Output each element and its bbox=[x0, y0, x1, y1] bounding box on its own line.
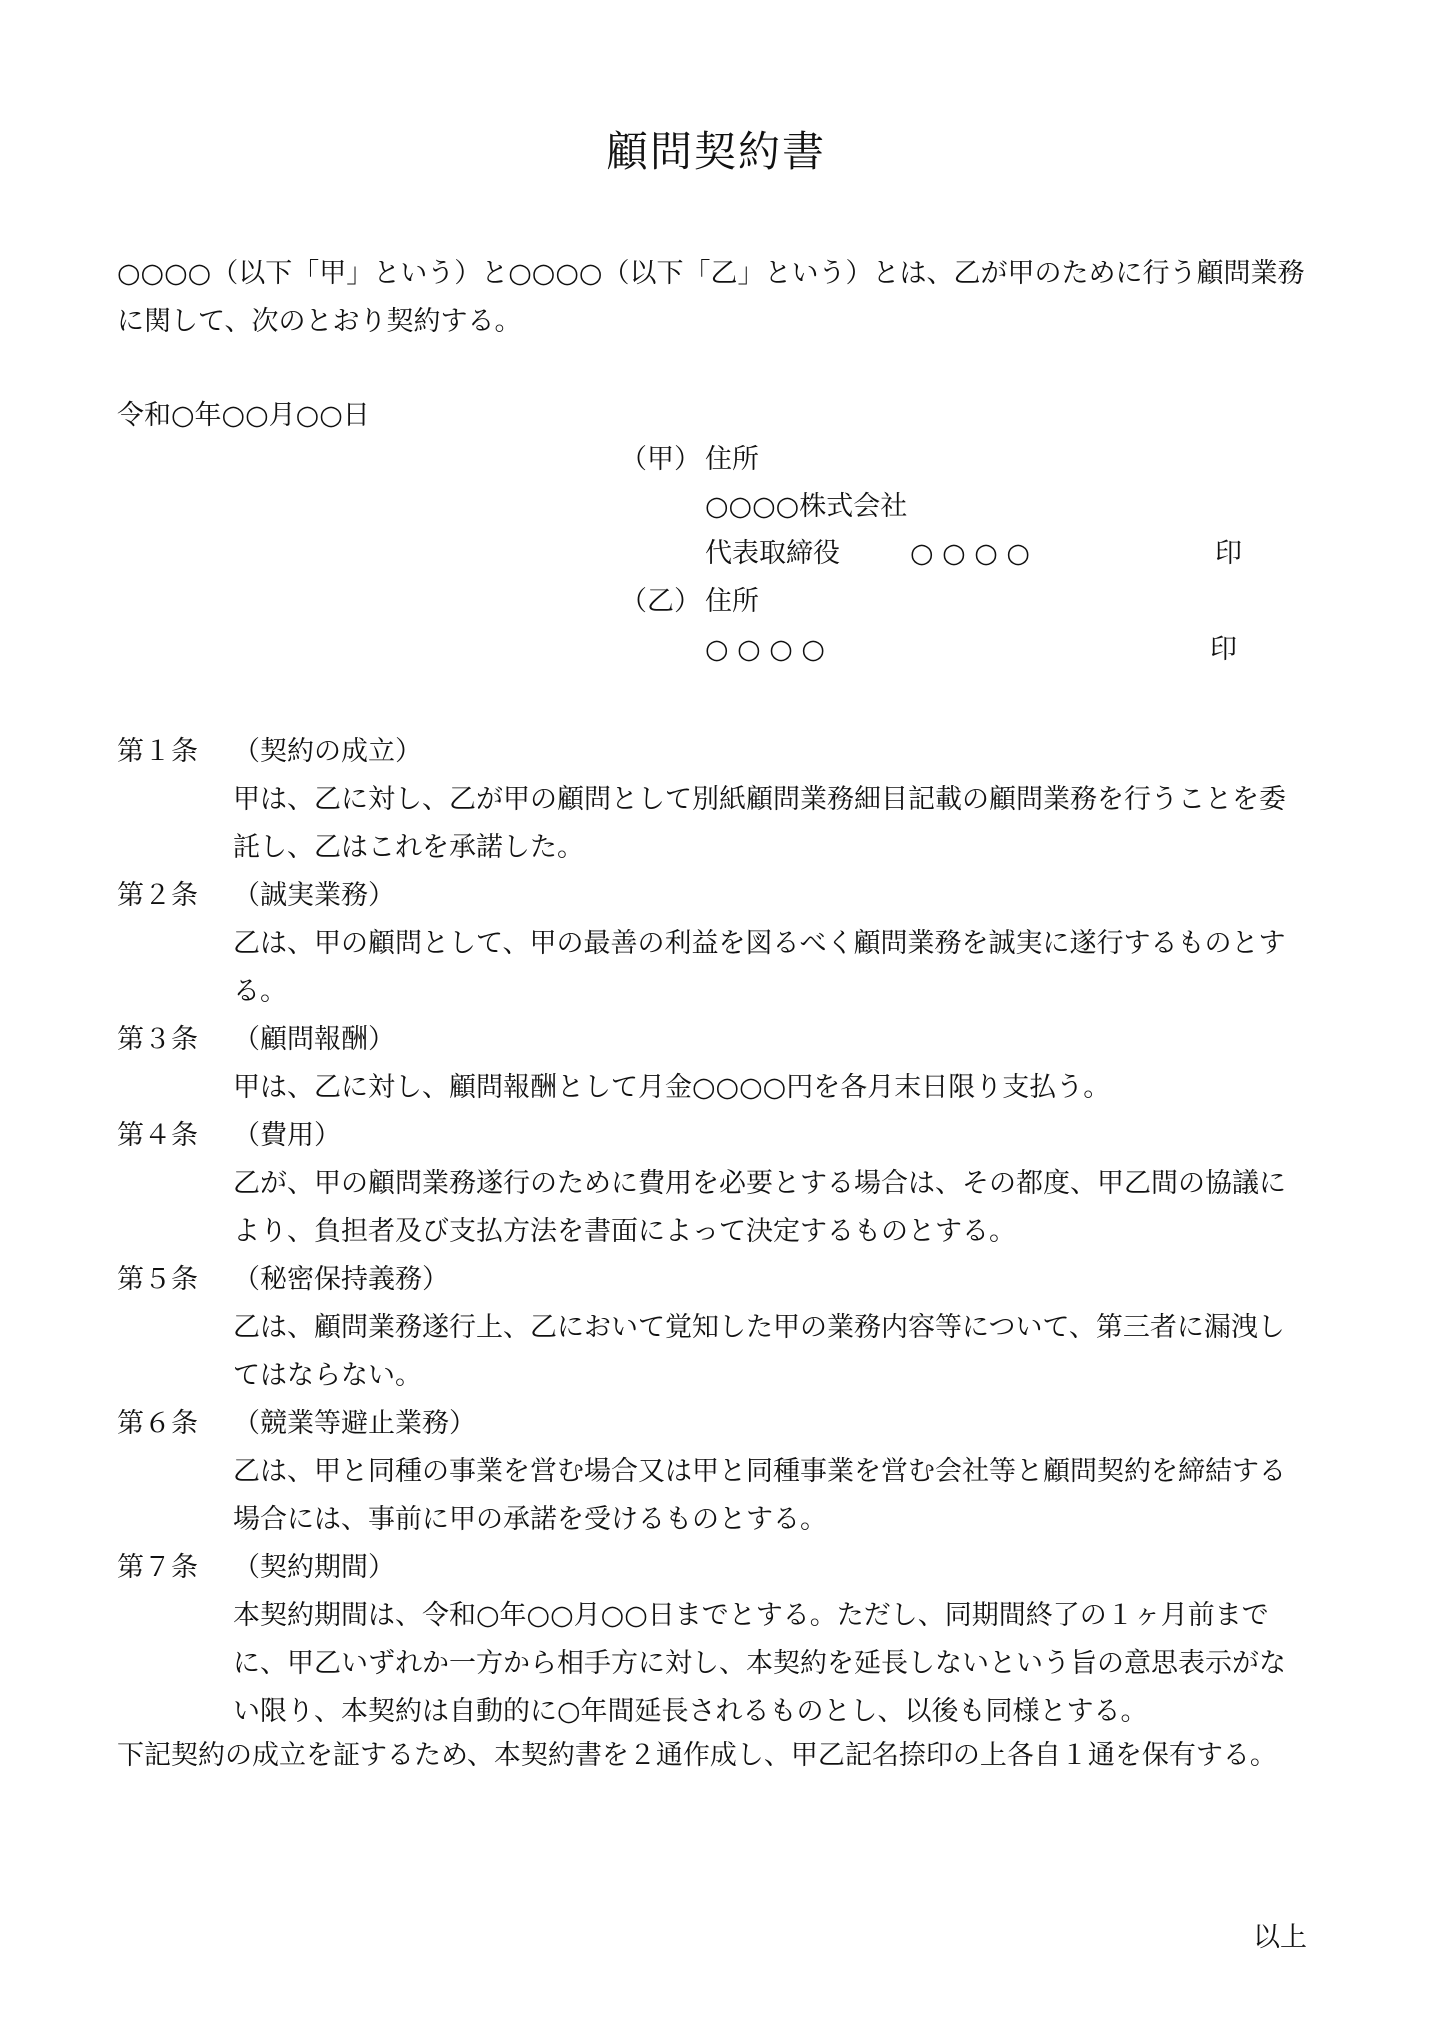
article-title: （費用） bbox=[233, 1120, 341, 1151]
document-title: 顧問契約書 bbox=[605, 127, 826, 176]
article-number: 第２条 bbox=[117, 880, 198, 911]
article-title: （契約の成立） bbox=[233, 736, 422, 767]
article-body: 乙は、甲と同種の事業を営む場合又は甲と同種事業を営む会社等と顧問契約を締結する場合には、事前に甲の承諾を受けるものとする。 bbox=[233, 1456, 1286, 1535]
article-heading bbox=[117, 872, 395, 920]
article-title: （契約期間） bbox=[233, 1552, 395, 1583]
party-a-rep-name: ○ ○ ○ ○ bbox=[910, 538, 1030, 569]
article-body: 乙は、甲の顧問として、甲の最善の利益を図るべく顧問業務を誠実に遂行するものとする。 bbox=[233, 928, 1286, 1007]
article-heading bbox=[117, 1016, 395, 1064]
party-b-name: ○ ○ ○ ○ bbox=[705, 634, 825, 665]
article-number: 第４条 bbox=[117, 1120, 198, 1151]
contract-date: 令和○年○○月○○日 bbox=[117, 400, 370, 431]
article-title: （誠実業務） bbox=[233, 880, 395, 911]
article-number: 第５条 bbox=[117, 1264, 198, 1295]
party-b-address-label: 住所 bbox=[705, 586, 759, 617]
party-a-address-label: 住所 bbox=[705, 444, 759, 475]
article-number: 第１条 bbox=[117, 736, 198, 767]
article-number: 第７条 bbox=[117, 1552, 198, 1583]
party-b-label: （乙） bbox=[620, 586, 701, 617]
party-b-seal: 印 bbox=[1210, 634, 1237, 665]
article-title: （競業等避止業務） bbox=[233, 1408, 476, 1439]
closing-paragraph: 下記契約の成立を証するため、本契約書を２通作成し、甲乙記名捺印の上各自１通を保有する。 bbox=[117, 1740, 1277, 1771]
article-title: （秘密保持義務） bbox=[233, 1264, 449, 1295]
article-number: 第６条 bbox=[117, 1408, 198, 1439]
party-a-rep-title: 代表取締役 bbox=[705, 538, 840, 569]
article-heading bbox=[117, 1544, 395, 1592]
article-heading bbox=[117, 1256, 449, 1304]
party-a-company: ○○○○株式会社 bbox=[705, 491, 908, 522]
party-a-label: （甲） bbox=[620, 444, 701, 475]
article-number: 第３条 bbox=[117, 1024, 198, 1055]
party-a-seal: 印 bbox=[1215, 538, 1242, 569]
article-body: 甲は、乙に対し、乙が甲の顧問として別紙顧問業務細目記載の顧問業務を行うことを委託し、乙はこれを承諾した。 bbox=[233, 784, 1286, 863]
end-mark: 以上 bbox=[1253, 1922, 1307, 1953]
article-title: （顧問報酬） bbox=[233, 1024, 395, 1055]
article-heading bbox=[117, 1400, 476, 1448]
intro-paragraph: ○○○○（以下「甲」という）と○○○○（以下「乙」という）とは、乙が甲のために行う顧問業務に関して、次のとおり契約する。 bbox=[117, 258, 1305, 337]
article-heading bbox=[117, 1112, 341, 1160]
article-body: 乙が、甲の顧問業務遂行のために費用を必要とする場合は、その都度、甲乙間の協議により、負担者及び支払方法を書面によって決定するものとする。 bbox=[233, 1168, 1286, 1247]
article-body: 甲は、乙に対し、顧問報酬として月金○○○○円を各月末日限り支払う。 bbox=[233, 1072, 1111, 1103]
article-body: 本契約期間は、令和○年○○月○○日までとする。ただし、同期間終了の１ヶ月前までに、甲乙いずれか一方から相手方に対し、本契約を延長しないという旨の意思表示がない限り、本契約は自動的に○年間延長されるものとし、以後も同様とする。 bbox=[233, 1600, 1286, 1727]
article-body: 乙は、顧問業務遂行上、乙において覚知した甲の業務内容等について、第三者に漏洩してはならない。 bbox=[233, 1312, 1285, 1391]
article-heading bbox=[117, 728, 422, 776]
